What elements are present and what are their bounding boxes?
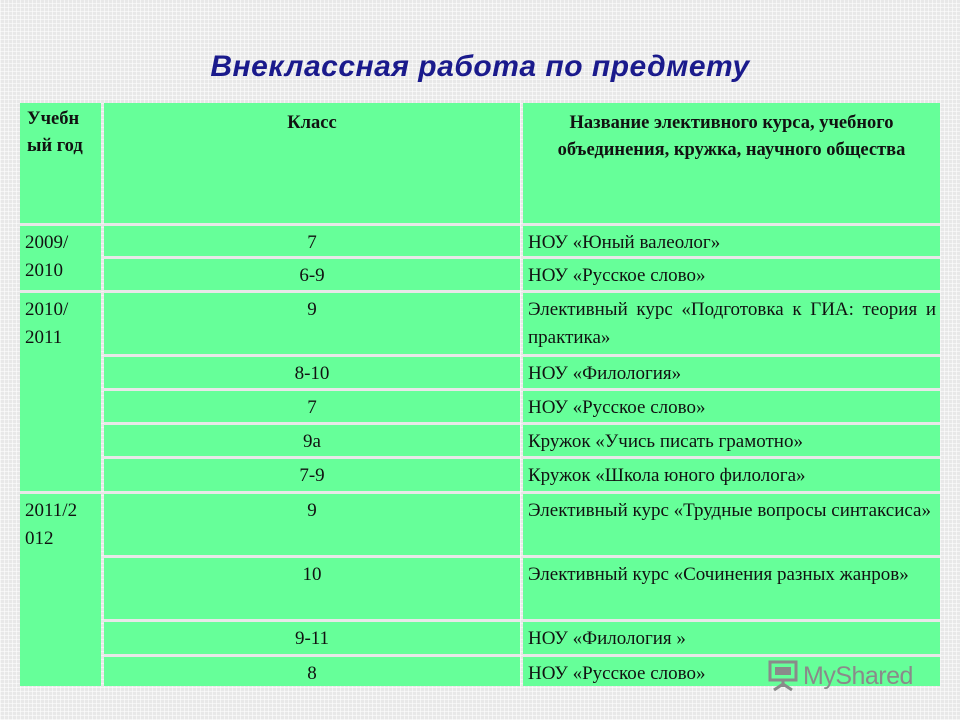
course-name-cell: НОУ «Русское слово» — [523, 256, 940, 290]
year-cell: 2011/2 012 — [20, 491, 101, 686]
class-cell: 8 — [104, 654, 520, 686]
course-name-cell: НОУ «Русское слово» — [523, 388, 940, 422]
class-cell: 9а — [104, 422, 520, 456]
watermark-text: MyShared — [803, 661, 913, 690]
course-name-cell: Элективный курс «Трудные вопросы синтаксиса» — [523, 491, 940, 555]
class-cell: 7 — [104, 388, 520, 422]
class-cell: 7-9 — [104, 456, 520, 491]
class-cell: 9 — [104, 290, 520, 354]
presentation-board-icon — [768, 660, 798, 692]
year-cell: 2010/ 2011 — [20, 290, 101, 491]
course-name-cell: Кружок «Учись писать грамотно» — [523, 422, 940, 456]
header-name: Название элективного курса, учебного объединения, кружка, научного общества — [523, 103, 940, 223]
class-cell: 8-10 — [104, 354, 520, 388]
page-title: Внеклассная работа по предмету — [210, 50, 750, 83]
course-name-cell: НОУ «Юный валеолог» — [523, 223, 940, 256]
activities-table — [20, 103, 940, 691]
header-class: Класс — [104, 103, 520, 223]
class-cell: 6-9 — [104, 256, 520, 290]
course-name-cell: НОУ «Русское слово» — [523, 654, 940, 686]
class-cell: 10 — [104, 555, 520, 619]
header-year: Учебн ый год — [20, 103, 101, 223]
course-name-cell: Кружок «Школа юного филолога» — [523, 456, 940, 491]
course-name-cell: Элективный курс «Сочинения разных жанров» — [523, 555, 940, 619]
year-cell: 2009/ 2010 — [20, 223, 101, 290]
course-name-cell: НОУ «Филология» — [523, 354, 940, 388]
course-name-cell: Элективный курс «Подготовка к ГИА: теория и практика» — [523, 290, 940, 354]
class-cell: 7 — [104, 223, 520, 256]
class-cell: 9 — [104, 491, 520, 555]
course-name-cell: НОУ «Филология » — [523, 619, 940, 654]
class-cell: 9-11 — [104, 619, 520, 654]
watermark-logo — [768, 659, 913, 693]
